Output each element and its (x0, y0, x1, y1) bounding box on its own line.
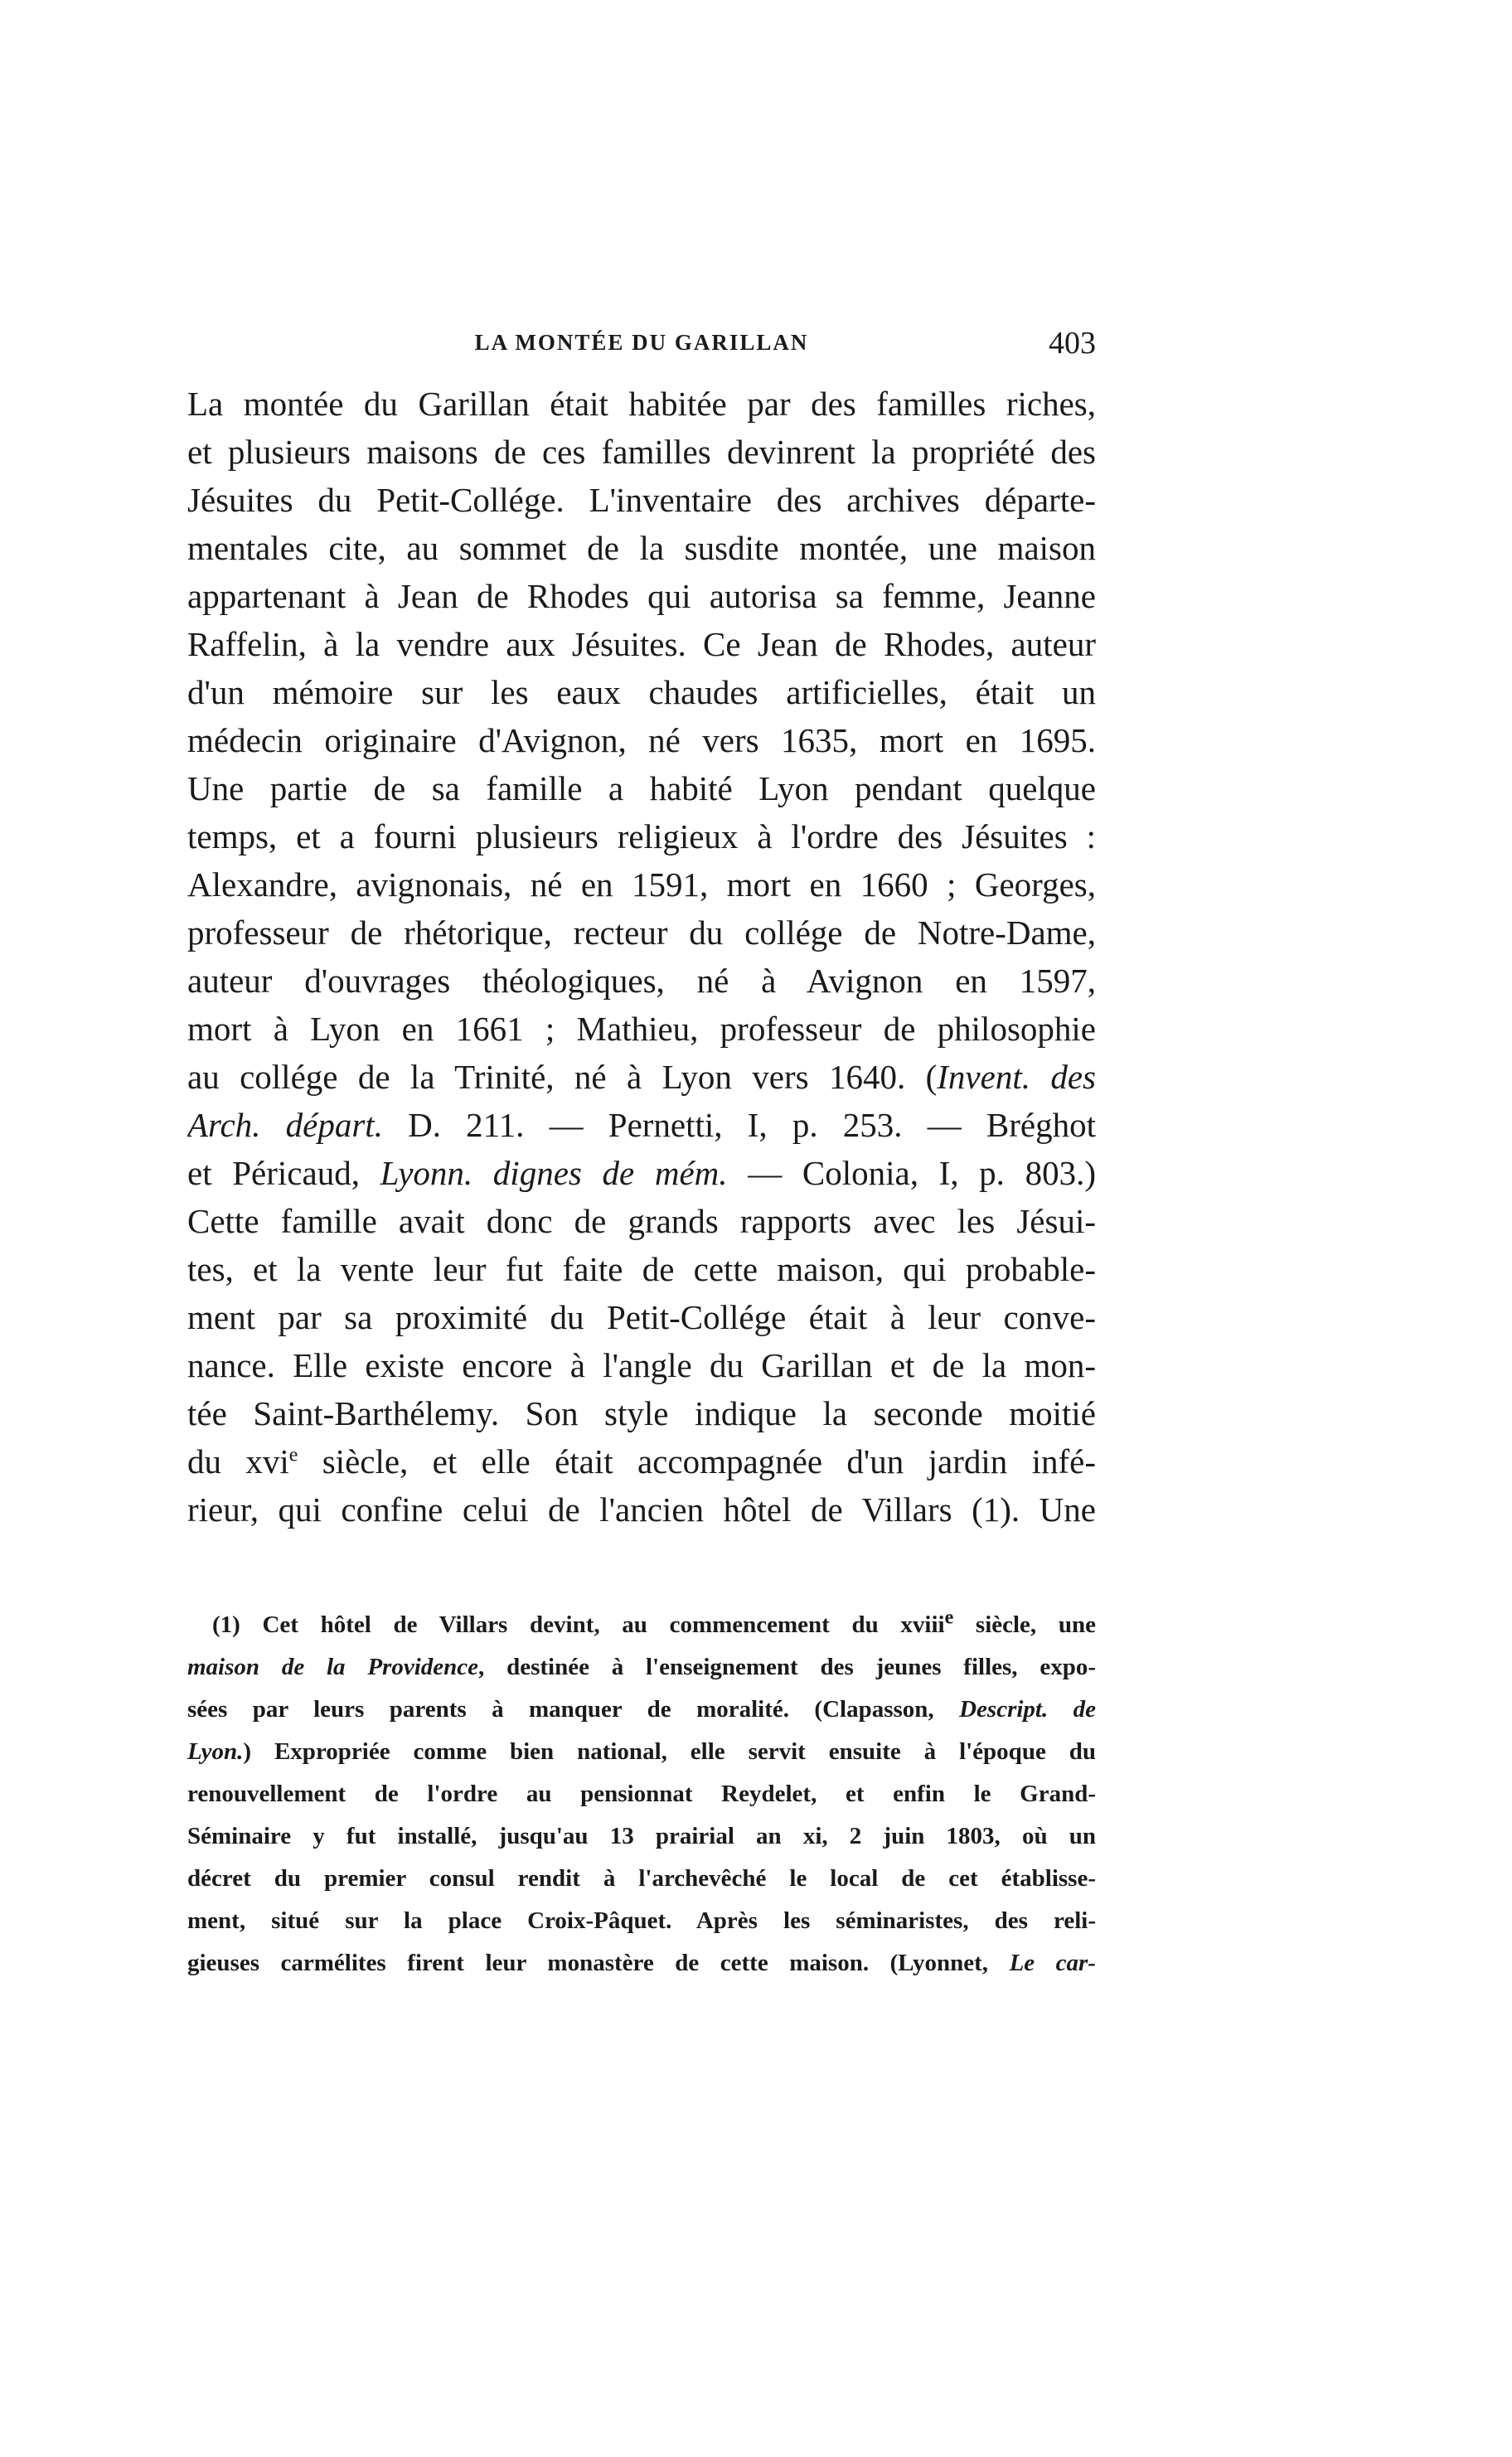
body-text: Raffelin, à la vendre aux Jésuites. Ce Jean de Rhodes, auteur (187, 625, 1096, 663)
body-line (187, 1101, 1096, 1149)
footnote-italic-text: maison de la Providence (187, 1654, 479, 1680)
body-line (187, 476, 1096, 524)
footnote-text: renouvellement de l'ordre au pensionnat Reydelet, et enfin le Grand- (187, 1781, 1096, 1807)
body-line (187, 909, 1096, 957)
body-paragraph (187, 380, 1096, 1534)
body-line (187, 860, 1096, 909)
body-text: et plusieurs maisons de ces familles devinrent la propriété des (187, 433, 1096, 471)
body-line (187, 1197, 1096, 1245)
footnote-text: siècle, une (953, 1611, 1096, 1638)
footnote-text: (1) Cet hôtel de Villars devint, au commencement du xviii (212, 1611, 945, 1638)
body-text: au collége de la Trinité, né à Lyon vers 1640. ( (187, 1058, 938, 1096)
footnote-text: Séminaire y fut installé, jusqu'au 13 prairial an xi, 2 juin 1803, où un (187, 1823, 1096, 1849)
body-line (187, 1485, 1096, 1534)
footnote-superscript: e (944, 1606, 954, 1629)
body-text: d'un mémoire sur les eaux chaudes artificielles, était un (187, 673, 1096, 711)
footnote-text: gieuses carmélites firent leur monastère de cette maison. (Lyonnet, (187, 1950, 1010, 1976)
body-line (187, 668, 1096, 716)
footnote-line (187, 1646, 1096, 1689)
body-text: du xvi (187, 1442, 289, 1480)
body-text: temps, et a fourni plusieurs religieux à l'ordre des Jésuites : (187, 817, 1096, 855)
body-text: siècle, et elle était accompagnée d'un jardin infé- (298, 1442, 1096, 1480)
body-text: mort à Lyon en 1661 ; Mathieu, professeur de philosophie (187, 1010, 1096, 1048)
footnote-line (187, 1604, 1096, 1646)
running-head (187, 325, 1096, 366)
footnote-line (187, 1731, 1096, 1773)
footnote-line (187, 1689, 1096, 1731)
footnote-line (187, 1815, 1096, 1858)
body-line (187, 716, 1096, 764)
body-line (187, 1149, 1096, 1197)
body-text: La montée du Garillan était habitée par des familles riches, (187, 385, 1096, 423)
body-line (187, 1341, 1096, 1389)
running-title: LA MONTÉE DU GARILLAN (474, 330, 809, 355)
page-number: 403 (1049, 326, 1096, 361)
body-line (187, 524, 1096, 572)
body-line (187, 1053, 1096, 1101)
body-line (187, 428, 1096, 476)
footnote-line (187, 1858, 1096, 1900)
body-line (187, 620, 1096, 668)
body-line (187, 1005, 1096, 1053)
footnote-line (187, 1942, 1096, 1984)
body-text: rieur, qui confine celui de l'ancien hôtel de Villars (1). Une (187, 1490, 1096, 1529)
body-text: ment par sa proximité du Petit-Collége était à leur conve- (187, 1298, 1096, 1336)
footnote-italic-text: Lyon. (187, 1738, 244, 1765)
body-text: nance. Elle existe encore à l'angle du Garillan et de la mon- (187, 1346, 1096, 1384)
body-text: Cette famille avait donc de grands rapports avec les Jésui- (187, 1202, 1096, 1240)
body-text: et Péricaud, (187, 1154, 380, 1192)
body-text: médecin originaire d'Avignon, né vers 1635, mort en 1695. (187, 721, 1096, 759)
footnote-italic-text: Descript. de (959, 1696, 1096, 1723)
body-text: professeur de rhétorique, recteur du collége de Notre-Dame, (187, 914, 1096, 952)
footnote-text: , destinée à l'enseignement des jeunes filles, expo- (478, 1654, 1096, 1680)
body-text: auteur d'ouvrages théologiques, né à Avignon en 1597, (187, 962, 1096, 1000)
footnote-italic-text: Le car- (1009, 1950, 1096, 1976)
body-line (187, 1293, 1096, 1341)
body-text: Alexandre, avignonais, né en 1591, mort en 1660 ; Georges, (187, 865, 1096, 904)
body-italic-text: Invent. des (937, 1058, 1096, 1096)
footnote-text: sées par leurs parents à manquer de moralité. (Clapasson, (187, 1696, 960, 1723)
body-italic-text: Lyonn. dignes de mém. (380, 1154, 728, 1192)
body-text: Une partie de sa famille a habité Lyon pendant quelque (187, 769, 1096, 807)
footnote (187, 1604, 1096, 1984)
body-text: tée Saint-Barthélemy. Son style indique la seconde moitié (187, 1394, 1096, 1432)
body-text: appartenant à Jean de Rhodes qui autorisa sa femme, Jeanne (187, 577, 1096, 615)
body-line (187, 1437, 1096, 1485)
body-text: Jésuites du Petit-Collége. L'inventaire des archives départe- (187, 481, 1096, 519)
body-line (187, 764, 1096, 812)
footnote-text: décret du premier consul rendit à l'archevêché le local de cet établisse- (187, 1865, 1096, 1892)
body-italic-text: Arch. départ. (187, 1106, 383, 1144)
body-line (187, 812, 1096, 860)
body-line (187, 957, 1096, 1005)
footnote-line (187, 1773, 1096, 1815)
body-text: mentales cite, au sommet de la susdite montée, une maison (187, 529, 1096, 567)
body-text: tes, et la vente leur fut faite de cette maison, qui probable- (187, 1250, 1096, 1288)
body-line (187, 1245, 1096, 1293)
body-text: — Colonia, I, p. 803.) (727, 1154, 1096, 1192)
body-line (187, 1389, 1096, 1437)
body-text: D. 211. — Pernetti, I, p. 253. — Bréghot (382, 1106, 1096, 1144)
body-superscript: e (288, 1444, 298, 1466)
body-line (187, 572, 1096, 620)
footnote-text: ment, situé sur la place Croix-Pâquet. Après les séminaristes, des reli- (187, 1907, 1096, 1934)
footnote-line (187, 1900, 1096, 1942)
body-line (187, 380, 1096, 428)
footnote-text: ) Expropriée comme bien national, elle servit ensuite à l'époque du (243, 1738, 1096, 1765)
